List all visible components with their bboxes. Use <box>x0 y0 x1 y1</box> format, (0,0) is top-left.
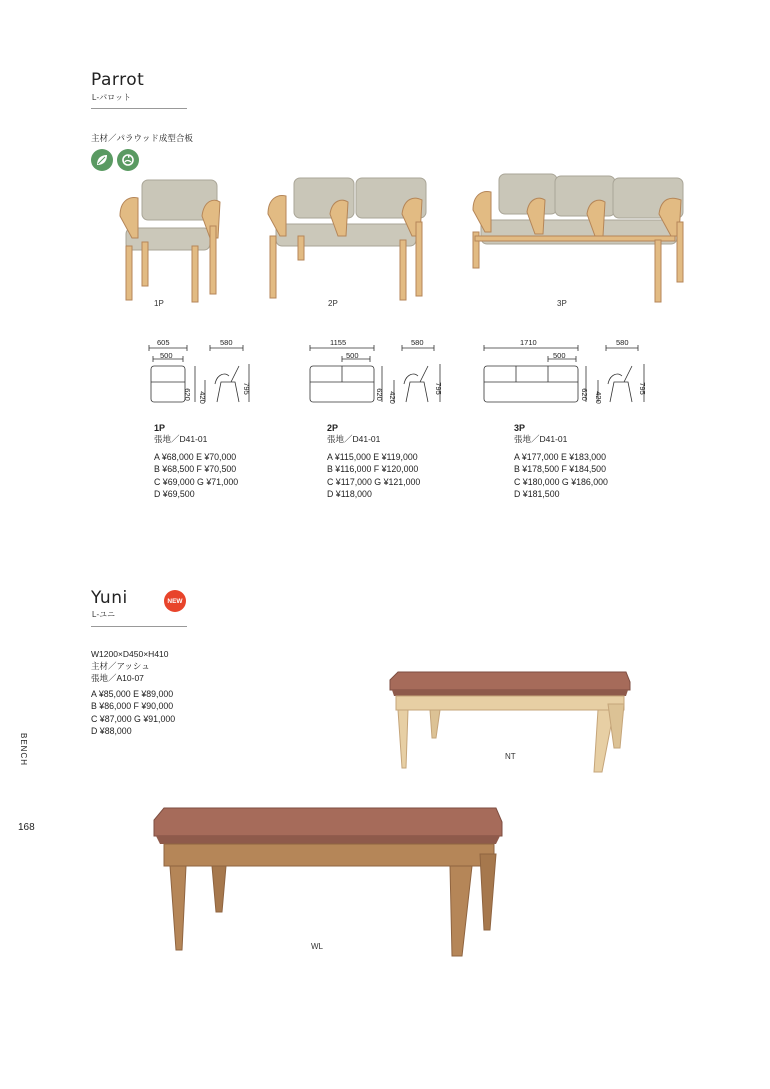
price-line: D ¥88,000 <box>91 726 132 737</box>
price-line: A ¥177,000 E ¥183,000 <box>514 452 606 462</box>
yuni-fabric: 張地／A10-07 <box>91 673 144 683</box>
parrot-material: 主材／パラウッド成型合板 <box>91 133 193 143</box>
variant-name: 3P <box>514 423 526 433</box>
new-badge: NEW <box>164 590 186 612</box>
price-line: D ¥181,500 <box>514 489 560 500</box>
price-line: C ¥87,000 G ¥91,000 <box>91 713 176 724</box>
parrot-3p-drawing <box>482 340 652 415</box>
yuni-wl-photo <box>150 804 505 960</box>
yuni-specs <box>91 648 175 738</box>
yuni-wl-label: WL <box>311 942 323 951</box>
dim-3p-h3: 795 <box>637 382 647 395</box>
price-line: C ¥180,000 G ¥186,000 <box>514 476 608 487</box>
price-line: D ¥118,000 <box>327 489 372 500</box>
parrot-divider <box>91 108 187 109</box>
parrot-title: Parrot <box>91 70 145 90</box>
price-line: B ¥86,000 F ¥90,000 <box>91 701 174 712</box>
parrot-3p-photo <box>469 170 691 304</box>
price-line: A ¥85,000 E ¥89,000 <box>91 689 174 699</box>
parrot-subtitle: L-パロット <box>92 93 131 102</box>
dim-2p-h3: 795 <box>433 382 443 395</box>
yuni-title: Yuni <box>91 588 128 608</box>
dim-2p-h1: 620 <box>374 388 384 401</box>
dim-3p-depth: 580 <box>616 338 629 347</box>
dim-3p-width: 1710 <box>520 338 537 347</box>
variant-fabric: 張地／D41-01 <box>514 434 568 444</box>
parrot-2p-photo <box>264 174 432 304</box>
dim-2p-seat: 500 <box>346 351 359 360</box>
price-line: B ¥116,000 F ¥120,000 <box>327 464 419 475</box>
yuni-subtitle: L-ユニ <box>92 610 116 619</box>
price-line: A ¥68,000 E ¥70,000 <box>154 452 237 462</box>
dim-1p-h3: 795 <box>241 382 251 395</box>
leaf-icon <box>91 149 113 171</box>
dim-3p-seat: 500 <box>553 351 566 360</box>
price-line: B ¥178,500 F ¥184,500 <box>514 464 606 475</box>
dim-1p-h1: 620 <box>182 388 192 401</box>
page-number: 168 <box>18 822 35 833</box>
yuni-nt-label: NT <box>505 752 516 761</box>
section-side-label: BENCH <box>19 733 28 767</box>
parrot-2p-specs <box>327 423 420 501</box>
variant-fabric: 張地／D41-01 <box>154 434 208 444</box>
yuni-divider <box>91 626 187 627</box>
dim-1p-width: 605 <box>157 338 170 347</box>
variant-name: 1P <box>154 423 166 433</box>
parrot-1p-specs <box>154 423 238 501</box>
price-line: D ¥69,500 <box>154 489 195 500</box>
yuni-size: W1200×D450×H410 <box>91 649 169 659</box>
yuni-material: 主材／アッシュ <box>91 661 150 671</box>
price-line: C ¥117,000 G ¥121,000 <box>327 476 421 487</box>
parrot-2p-drawing <box>306 340 446 415</box>
parrot-1p-label: 1P <box>154 299 164 308</box>
dim-3p-h1: 620 <box>579 388 589 401</box>
price-line: B ¥68,500 F ¥70,500 <box>154 464 237 475</box>
parrot-1p-photo <box>112 176 227 304</box>
parrot-3p-label: 3P <box>557 299 567 308</box>
price-line: C ¥69,000 G ¥71,000 <box>154 476 239 487</box>
dim-2p-depth: 580 <box>411 338 424 347</box>
dim-3p-h2: 420 <box>593 391 603 404</box>
variant-name: 2P <box>327 423 339 433</box>
dim-1p-h2: 420 <box>197 391 207 404</box>
variant-fabric: 張地／D41-01 <box>327 434 381 444</box>
dim-1p-seat: 500 <box>160 351 173 360</box>
dim-2p-h2: 420 <box>387 391 397 404</box>
recycle-icon <box>117 149 139 171</box>
price-line: A ¥115,000 E ¥119,000 <box>327 452 418 462</box>
parrot-2p-label: 2P <box>328 299 338 308</box>
parrot-3p-specs <box>514 423 608 501</box>
dim-1p-depth: 580 <box>220 338 233 347</box>
dim-2p-width: 1155 <box>330 338 347 347</box>
